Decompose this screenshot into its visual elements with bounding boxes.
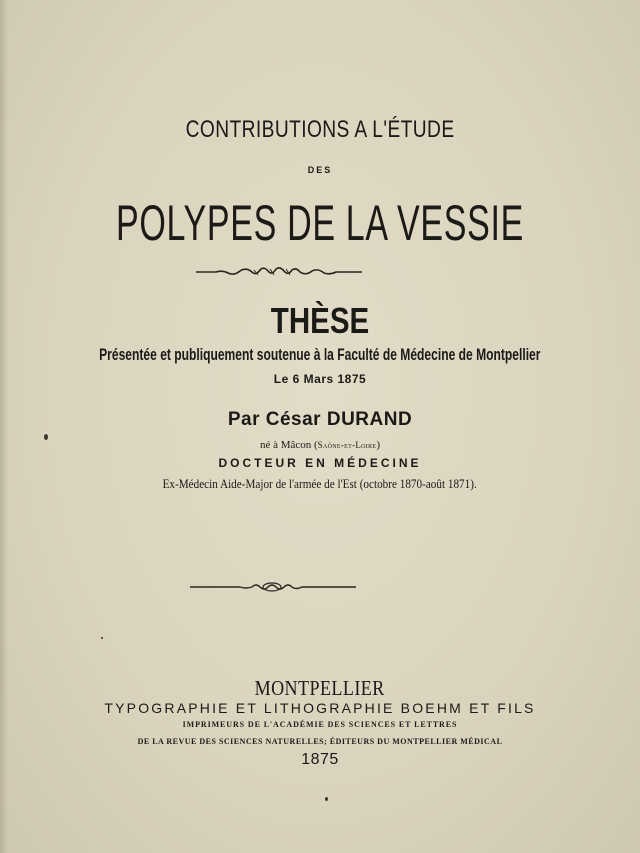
- thesis-heading-text: THÈSE: [270, 300, 370, 341]
- title-line-1-text: CONTRIBUTIONS A L'ÉTUDE: [185, 116, 455, 143]
- city-text: MONTPELLIER: [254, 676, 386, 700]
- ornament-rule-bottom: [190, 580, 356, 594]
- author-prefix: Par César: [227, 409, 327, 430]
- ink-speck: [44, 434, 48, 440]
- presented-line: [0, 345, 640, 365]
- degree-line: DOCTEUR EN MÉDECINE: [218, 456, 422, 470]
- ink-speck: [325, 797, 328, 801]
- presented-line-text: Présentée et publiquement soutenue à la Faculté de Médecine de Montpellier: [99, 345, 541, 364]
- birth-line: [0, 439, 640, 451]
- title-line-1: [0, 116, 640, 144]
- date-line: Le 6 Mars 1875: [273, 372, 367, 386]
- printer-role-line: IMPRIMEURS DE L'ACADÉMIE DES SCIENCES ET LETTRES: [182, 720, 458, 729]
- former-position-text: Ex-Médecin Aide-Major de l'armée de l'Est (octobre 1870-août 1871).: [162, 476, 478, 491]
- former-position-line: [0, 476, 640, 492]
- city-line: [0, 676, 640, 701]
- main-title-text: POLYPES DE LA VESSIE: [116, 195, 524, 251]
- printer-role-line-2: DE LA REVUE DES SCIENCES NATURELLES; ÉDITEURS DU MONTPELLIER MÉDICAL: [137, 737, 503, 746]
- printer-line: TYPOGRAPHIE ET LITHOGRAPHIE BOEHM ET FILS: [104, 700, 536, 716]
- title-line-2: DES: [307, 165, 333, 175]
- main-title: [0, 194, 640, 252]
- author-line: [0, 409, 640, 431]
- ornament-rule-top: [196, 265, 362, 279]
- thesis-heading: [0, 300, 640, 342]
- birth-prefix: né à Mâcon (: [259, 439, 318, 451]
- birth-region: Saône-et-Loire: [317, 440, 377, 450]
- birth-suffix: ): [376, 439, 381, 451]
- author-surname: DURAND: [326, 409, 413, 430]
- ink-speck: [101, 637, 103, 639]
- year-line: 1875: [301, 751, 339, 768]
